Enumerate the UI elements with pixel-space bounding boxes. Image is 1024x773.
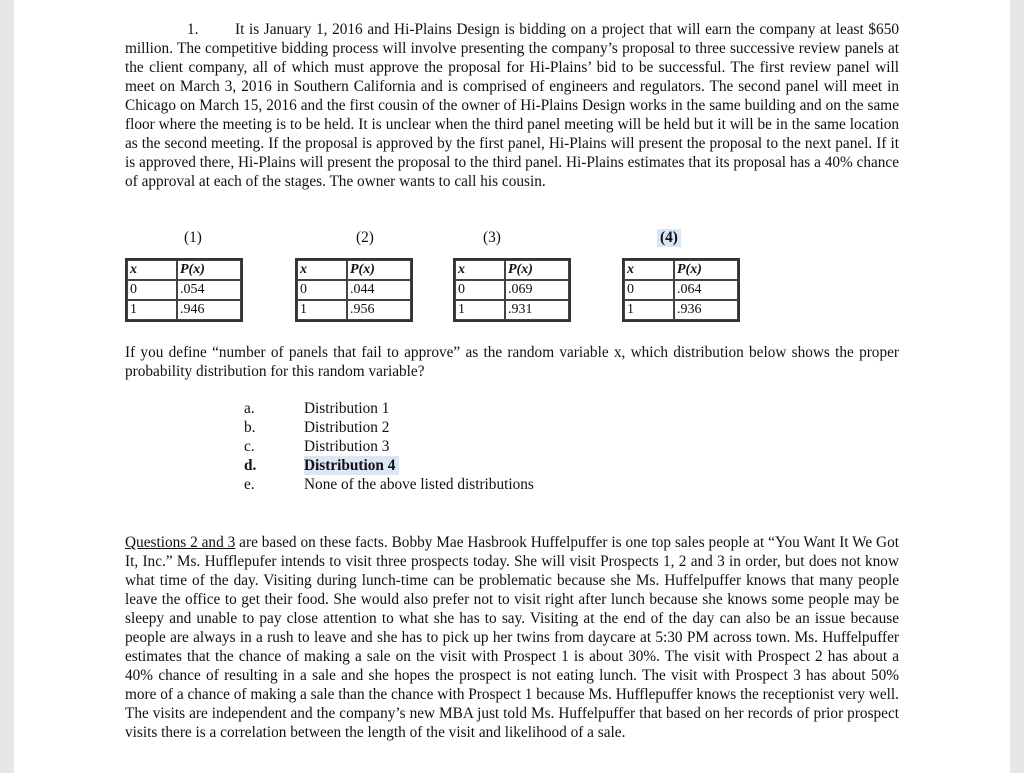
x-header: x xyxy=(624,260,674,280)
distribution-table-4 xyxy=(622,258,740,322)
distribution-label-4: (4) xyxy=(657,229,681,247)
table-row xyxy=(127,300,241,320)
question-2-3-paragraph xyxy=(125,533,899,742)
x-value: 0 xyxy=(624,280,674,300)
p-value: .956 xyxy=(347,300,411,320)
table-row xyxy=(297,280,411,300)
x-value: 1 xyxy=(127,300,177,320)
p-value: .936 xyxy=(674,300,738,320)
question-1-text: It is January 1, 2016 and Hi-Plains Design is bidding on a project that will earn the company at least $650 million. The competitive bidding process will involve presenting the company’s proposal to three successive review panels at the client company, all of which must approve the proposal for Hi-Plains’ bid to be successful. The first review panel will meet on March 3, 2016 in Southern California and is comprised of engineers and regulators. The second panel will meet in Chicago on March 15, 2016 and the first cousin of the owner of Hi-Plains Design works in the same building and on the same floor where the meeting is to be held. It is unclear when the third panel meeting will be held but it will be in the same location as the second meeting. If the proposal is approved by the first panel, Hi-Plains will present the proposal to the next panel. If it is approved there, Hi-Plains will present the proposal to the third panel. Hi-Plains estimates that its proposal has a 40% chance of approval at each of the stages. The owner wants to call his cousin. xyxy=(125,21,900,190)
table-row xyxy=(624,280,738,300)
p-value: .064 xyxy=(674,280,738,300)
option-letter: e. xyxy=(244,476,255,493)
questions-reference: Questions 2 and 3 xyxy=(125,534,236,551)
p-header: P(x) xyxy=(674,260,738,280)
p-value: .054 xyxy=(177,280,241,300)
p-value: .946 xyxy=(177,300,241,320)
page-margin-left xyxy=(0,0,14,773)
document-page xyxy=(14,0,1010,773)
question-1-prompt: If you define “number of panels that fail to approve” as the random variable x, which distribution below shows the proper probability distribution for this random variable? xyxy=(125,344,899,380)
x-value: 0 xyxy=(127,280,177,300)
x-value: 1 xyxy=(455,300,505,320)
distribution-label-2: (2) xyxy=(356,229,374,246)
option-letter: d. xyxy=(244,457,257,474)
table-row xyxy=(127,280,241,300)
option-text: Distribution 3 xyxy=(304,438,390,455)
distribution-label-3: (3) xyxy=(483,229,501,246)
table-row xyxy=(624,300,738,320)
distribution-table-1 xyxy=(125,258,243,322)
table-header-row xyxy=(624,260,738,280)
option-letter: c. xyxy=(244,438,255,455)
table-row xyxy=(455,280,569,300)
x-value: 0 xyxy=(297,280,347,300)
x-header: x xyxy=(127,260,177,280)
x-value: 0 xyxy=(455,280,505,300)
table-header-row xyxy=(297,260,411,280)
x-value: 1 xyxy=(624,300,674,320)
distribution-label-1: (1) xyxy=(184,229,202,246)
table-header-row xyxy=(127,260,241,280)
table-row xyxy=(297,300,411,320)
x-header: x xyxy=(455,260,505,280)
distribution-table-3 xyxy=(453,258,571,322)
x-value: 1 xyxy=(297,300,347,320)
option-text: None of the above listed distributions xyxy=(304,476,534,493)
p-value: .069 xyxy=(505,280,569,300)
page-margin-right xyxy=(1010,0,1024,773)
question-2-3-text: are based on these facts. Bobby Mae Hasbrook Huffelpuffer is one top sales people at “You Want It We Got It, Inc.” Ms. Hufflepufer intends to visit three prospects today. She will visit Prospects 1, 2 and 3 in order, but does not know what time of the day. Visiting during lunch-time can be problematic because she Ms. Huffelpuffer knows that many people leave the office to get their food. She would also prefer not to visit right after lunch because she knows some people may be sleepy and unable to pay close attention to what she has to say. Visiting at the end of the day can also be an issue because people are always in a rush to leave and she has to pick up her twins from daycare at 5:30 PM across town. Ms. Huffelpuffer estimates that the chance of making a sale on the visit with Prospect 1 is about 30%. The visit with Prospect 2 has about a 40% chance of resulting in a sale and she hopes the prospect is not eating lunch. The visit with Prospect 3 has about 50% more of a chance of making a sale than the chance with Prospect 1 because Ms. Hufflepuffer knows the receptionist very well. The visits are independent and the company’s new MBA just told Ms. Huffelpuffer that based on her records of prior prospect visits there is a correlation between the length of the visit and likelihood of a sale. xyxy=(125,534,900,741)
option-text: Distribution 2 xyxy=(304,419,390,436)
p-header: P(x) xyxy=(347,260,411,280)
p-header: P(x) xyxy=(177,260,241,280)
x-header: x xyxy=(297,260,347,280)
option-text: Distribution 1 xyxy=(304,400,390,417)
option-letter: b. xyxy=(244,419,256,436)
option-text: Distribution 4 xyxy=(304,456,399,475)
question-1-paragraph xyxy=(125,20,899,191)
distribution-labels xyxy=(14,229,1010,249)
table-row xyxy=(455,300,569,320)
distribution-table-2 xyxy=(295,258,413,322)
table-header-row xyxy=(455,260,569,280)
option-letter: a. xyxy=(244,400,255,417)
p-header: P(x) xyxy=(505,260,569,280)
p-value: .044 xyxy=(347,280,411,300)
p-value: .931 xyxy=(505,300,569,320)
question-number: 1. xyxy=(187,21,199,38)
